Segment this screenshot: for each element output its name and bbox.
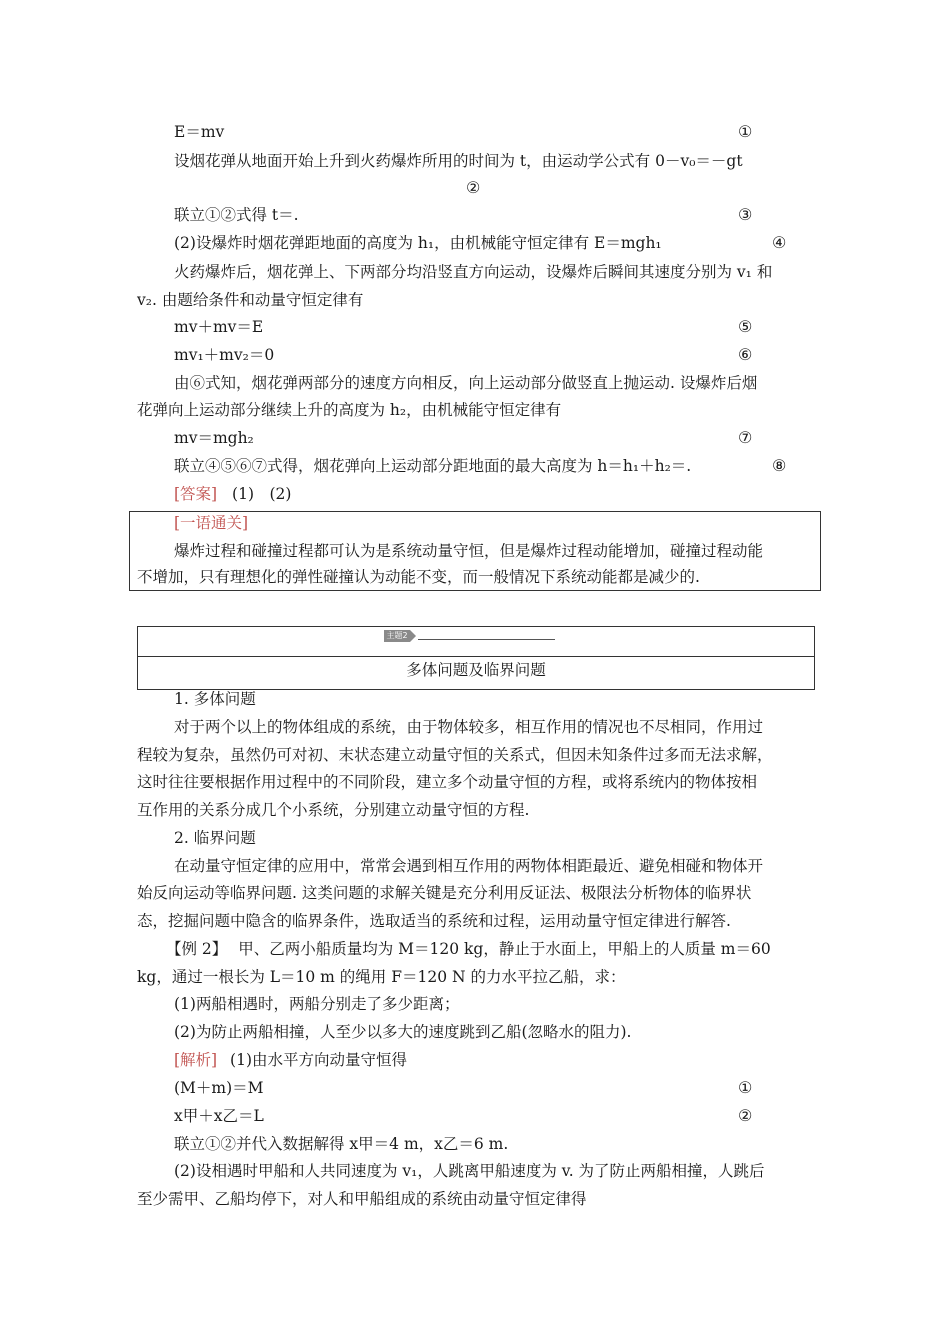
equation-number: ②	[738, 1106, 753, 1125]
equation-number: ⑧	[772, 456, 787, 475]
text-line: kg，通过一根长为 L＝10 m 的绳用 F＝120 N 的力水平拉乙船，求：	[137, 968, 626, 986]
text-line: 态，挖掘问题中隐含的临界条件，选取适当的系统和过程，运用动量守恒定律进行解答.	[137, 912, 731, 930]
question-line: (2)为防止两船相撞，人至少以多大的速度跳到乙船(忽略水的阻力).	[174, 1023, 632, 1041]
equation-number: ⑦	[738, 428, 753, 447]
example-line	[166, 938, 771, 960]
topic-tag: 主题2	[384, 630, 410, 642]
equation-number: ①	[738, 1078, 753, 1097]
answer-text: (1) (2)	[232, 485, 292, 503]
equation-number: ⑤	[738, 317, 753, 336]
equation-line: mv＝mgh₂	[174, 429, 254, 447]
text-line: v₂. 由题给条件和动量守恒定律有	[137, 291, 364, 309]
text-line: 联立④⑤⑥⑦式得，烟花弹向上运动部分距地面的最大高度为 h＝h₁＋h₂＝.	[174, 457, 692, 475]
text-line: 程较为复杂，虽然仍可对初、末状态建立动量守恒的关系式，但因未知条件过多而无法求解，	[137, 746, 773, 764]
equation-line: (M＋m)＝M	[174, 1079, 264, 1097]
text-line: (2)设爆炸时烟花弹距地面的高度为 h₁，由机械能守恒定律有 E＝mgh₁	[174, 234, 662, 252]
summary-line: 爆炸过程和碰撞过程都可认为是系统动量守恒，但是爆炸过程动能增加，碰撞过程动能	[174, 542, 764, 560]
section-heading: 1. 多体问题	[174, 690, 256, 708]
text-line: (2)设相遇时甲船和人共同速度为 v₁，人跳离甲船速度为 v. 为了防止两船相撞，人跳后	[174, 1162, 765, 1180]
text-line: 互作用的关系分成几个小系统，分别建立动量守恒的方程.	[137, 801, 530, 819]
solution-text: (1)由水平方向动量守恒得	[230, 1051, 408, 1069]
equation-number: ②	[466, 178, 481, 197]
text-line: 至少需甲、乙船均停下，对人和甲船组成的系统由动量守恒定律得	[137, 1190, 587, 1208]
summary-line: 不增加，只有理想化的弹性碰撞认为动能不变，而一般情况下系统动能都是减少的.	[137, 568, 700, 586]
solution-line	[174, 1049, 407, 1071]
text-line: 这时往往要根据作用过程中的不同阶段，建立多个动量守恒的方程，或将系统内的物体按相	[137, 773, 758, 791]
example-label: 【例 2】	[166, 940, 228, 958]
text-line: 设烟花弹从地面开始上升到火药爆炸所用的时间为 t，由运动学公式有 0－v₀＝－gt	[174, 152, 743, 170]
example-text: 甲、乙两小船质量均为 M＝120 kg，静止于水面上，甲船上的人质量 m＝60	[238, 940, 771, 958]
topic-title: 多体问题及临界问题	[406, 661, 546, 679]
topic-rule	[418, 639, 555, 640]
equation-line: E＝mv	[174, 123, 225, 141]
topic-header	[137, 626, 815, 690]
equation-number: ④	[772, 233, 787, 252]
equation-line: mv₁＋mv₂＝0	[174, 346, 275, 364]
text-line: 始反向运动等临界问题. 这类问题的求解关键是充分利用反证法、极限法分析物体的临界状	[137, 884, 752, 902]
section-heading: 2. 临界问题	[174, 829, 256, 847]
equation-line: mv＋mv＝E	[174, 318, 264, 336]
summary-label: [一语通关]	[174, 514, 249, 532]
text-line: 在动量守恒定律的应用中，常常会遇到相互作用的两物体相距最近、避免相碰和物体开	[174, 857, 764, 875]
text-line: 对于两个以上的物体组成的系统，由于物体较多，相互作用的情况也不尽相同，作用过	[174, 718, 764, 736]
answer-label: [答案]	[174, 485, 218, 503]
equation-number: ③	[738, 205, 753, 224]
topic-divider	[138, 656, 814, 657]
answer-line	[174, 483, 291, 505]
equation-line: x甲＋x乙＝L	[174, 1107, 264, 1125]
text-line: 火药爆炸后，烟花弹上、下两部分均沿竖直方向运动，设爆炸后瞬间其速度分别为 v₁ 和	[174, 263, 773, 281]
equation-number: ①	[738, 122, 753, 141]
equation-number: ⑥	[738, 345, 753, 364]
text-line: 联立①②并代入数据解得 x甲＝4 m，x乙＝6 m.	[174, 1135, 509, 1153]
text-line: 由⑥式知，烟花弹两部分的速度方向相反，向上运动部分做竖直上抛运动. 设爆炸后烟	[174, 374, 758, 392]
text-line: 花弹向上运动部分继续上升的高度为 h₂，由机械能守恒定律有	[137, 401, 562, 419]
question-line: (1)两船相遇时，两船分别走了多少距离；	[174, 995, 460, 1013]
text-line: 联立①②式得 t＝.	[174, 206, 299, 224]
solution-label: [解析]	[174, 1051, 218, 1069]
